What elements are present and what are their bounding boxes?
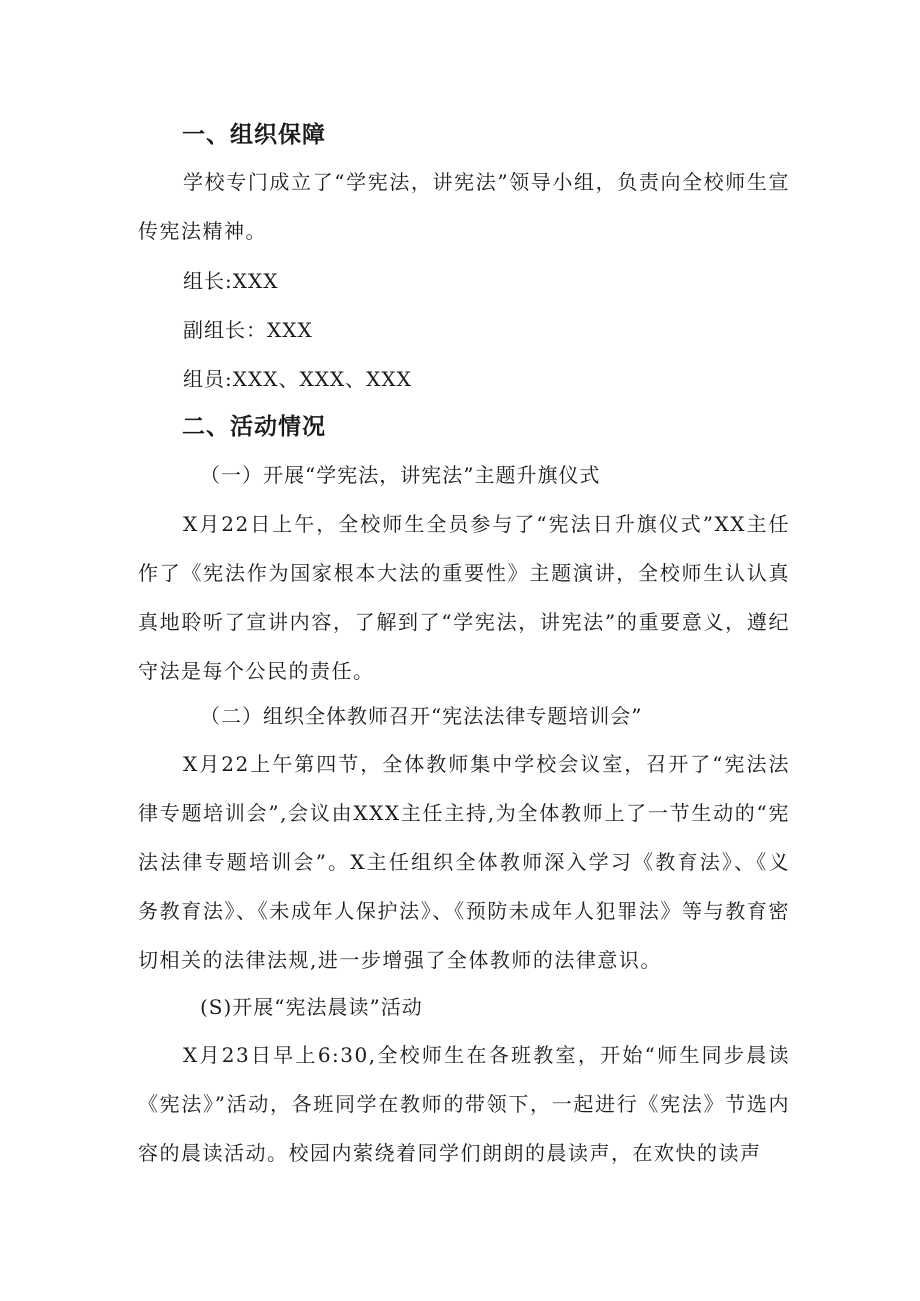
subsection-title-training: （二）组织全体教师召开“宪法法律专题培训会” <box>200 704 643 728</box>
paragraph-morning-reading: X月23日早上6:30,全校师生在各班教室，开始“师生同步晨读《宪法》”活动，各班同学在教师的带领下，一起进行《宪法》节选内容的晨读活动。校园内萦绕着同学们朗朗的晨读声，在欢快的读声 <box>138 1043 790 1165</box>
subsection-title-flag-ceremony: （一）开展“学宪法，讲宪法”主题升旗仪式 <box>200 463 601 487</box>
section-heading-organization: 一、组织保障 <box>182 122 326 148</box>
subsection-title-morning-reading: (S)开展“宪法晨读”活动 <box>200 995 423 1019</box>
members-line: 组员:XXX、XXX、XXX <box>183 367 412 391</box>
paragraph-intro: 学校专门成立了“学宪法，讲宪法”领导小组，负责向全校师生宣传宪法精神。 <box>138 170 790 243</box>
paragraph-flag-ceremony: X月22日上午，全校师生全员参与了“宪法日升旗仪式”XX主任作了《宪法作为国家根本大法的重要性》主题演讲，全校师生认认真真地聆听了宣讲内容，了解到了“学宪法，讲宪法”的重要意义，遵纪守法是每个公民的责任。 <box>138 512 790 683</box>
section-heading-activities: 二、活动情况 <box>182 414 326 440</box>
deputy-line: 副组长：XXX <box>183 318 313 342</box>
leader-line: 组长:XXX <box>183 269 279 293</box>
paragraph-training: X月22上午第四节，全体教师集中学校会议室，召开了“宪法法律专题培训会”,会议由XXX主任主持,为全体教师上了一节生动的“宪法法律专题培训会”。X主任组织全体教师深入学习《教育法》、《义务教育法》、《未成年人保护法》、《预防未成年人犯罪法》等与教育密切相关的法律法规,进一步增强了全体教师的法律意识。 <box>138 752 790 972</box>
